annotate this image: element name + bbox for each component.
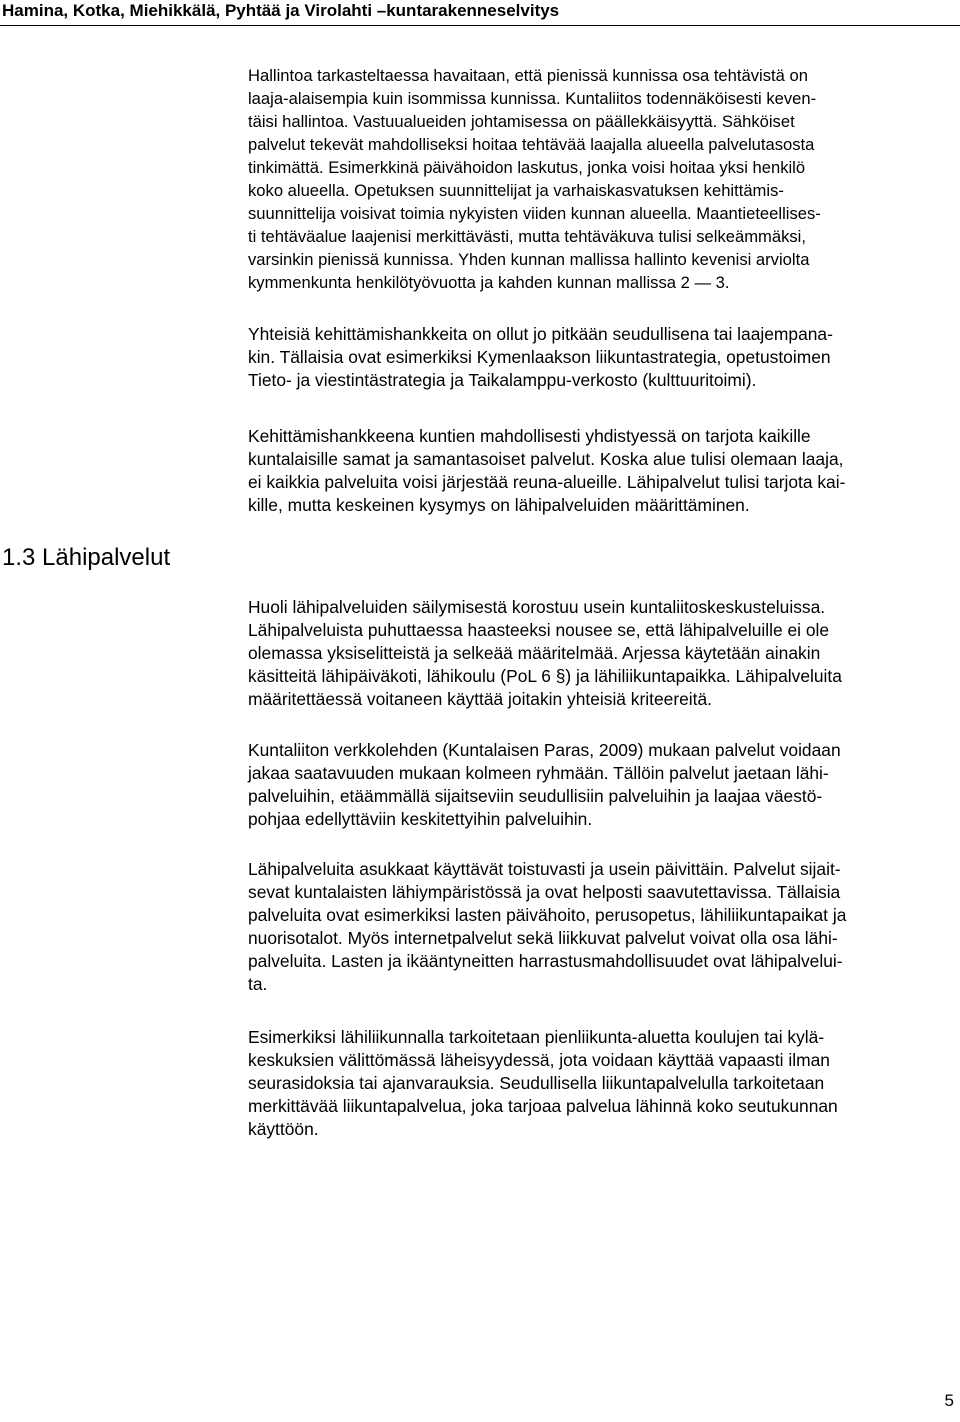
page-number: 5	[944, 1391, 954, 1410]
paragraph-line: kuntalaisille samat ja samantasoiset palvelut. Koska alue tulisi olemaan laaja,	[248, 449, 844, 469]
paragraph-line: merkittävää liikuntapalvelua, joka tarjoaa palvelua lähinnä koko seutukunnan	[248, 1096, 838, 1116]
paragraph-line: käsitteitä lähipäiväkoti, lähikoulu (PoL 6 §) ja lähiliikuntapaikka. Lähipalveluita	[248, 666, 842, 686]
paragraph-line: Kuntaliiton verkkolehden (Kuntalaisen Paras, 2009) mukaan palvelut voidaan	[248, 740, 841, 760]
paragraph-line: koko alueella. Opetuksen suunnittelijat ja varhaiskasvatuksen kehittämis-	[248, 181, 784, 200]
section-heading: 1.3 Lähipalvelut	[2, 544, 171, 571]
paragraph-line: Yhteisiä kehittämishankkeita on ollut jo pitkään seudullisena tai laajempana-	[248, 324, 833, 344]
paragraph-line: nuorisotalot. Myös internetpalvelut sekä liikkuvat palvelut voivat olla osa lähi-	[248, 928, 838, 948]
paragraph-line: Hallintoa tarkasteltaessa havaitaan, että pienissä kunnissa osa tehtävistä on	[248, 66, 808, 85]
paragraph-line: Esimerkiksi lähiliikunnalla tarkoitetaan pienliikunta-aluetta koulujen tai kylä-	[248, 1027, 825, 1047]
paragraph-line: ta.	[248, 974, 268, 994]
paragraph-line: laaja-alaisempia kuin isommissa kunnissa. Kuntaliitos todennäköisesti keven-	[248, 89, 817, 108]
paragraph-line: kin. Tällaisia ovat esimerkiksi Kymenlaakson liikuntastrategia, opetustoimen	[248, 347, 831, 367]
paragraph-line: ti tehtäväalue laajenisi merkittävästi, mutta tehtäväkuva tulisi selkeämmäksi,	[248, 227, 806, 246]
paragraph-line: pohjaa edellyttäviin keskitettyihin palveluihin.	[248, 809, 593, 829]
paragraph-line: Huoli lähipalveluiden säilymisestä korostuu usein kuntaliitoskeskusteluissa.	[248, 597, 826, 617]
paragraph-line: täisi hallintoa. Vastuualueiden johtamisessa on päällekkäisyyttä. Sähköiset	[248, 112, 795, 131]
paragraph-line: palveluita. Lasten ja ikääntyneitten harrastusmahdollisuudet ovat lähipalvelui-	[248, 951, 843, 971]
paragraph-line: Lähipalveluita asukkaat käyttävät toistuvasti ja usein päivittäin. Palvelut sijait-	[248, 859, 841, 879]
header-title: Hamina, Kotka, Miehikkälä, Pyhtää ja Virolahti –kuntarakenneselvitys	[2, 1, 560, 20]
paragraph-line: määritettäessä voitaneen käyttää joitakin yhteisiä kriteereitä.	[248, 689, 712, 709]
paragraph-line: seurasidoksia tai ajanvarauksia. Seudullisella liikuntapalvelulla tarkoitetaan	[248, 1073, 825, 1093]
paragraph-line: keskuksien välittömässä läheisyydessä, jota voidaan käyttää vapaasti ilman	[248, 1050, 830, 1070]
paragraph-line: jakaa saatavuuden mukaan kolmeen ryhmään. Tällöin palvelut jaetaan lähi-	[248, 763, 829, 783]
paragraph-line: olemassa yksiselitteistä ja selkeää määritelmää. Arjessa käytetään ainakin	[248, 643, 821, 663]
paragraph-line: tinkimättä. Esimerkkinä päivähoidon laskutus, jonka voisi hoitaa yksi henkilö	[248, 158, 806, 177]
paragraph-line: ei kaikkia palveluita voisi järjestää reuna-alueille. Lähipalvelut tulisi tarjota kai-	[248, 472, 846, 492]
paragraph-line: käyttöön.	[248, 1119, 319, 1139]
paragraph-line: palvelut tekevät mahdolliseksi hoitaa tehtävää laajalla alueella palvelutasosta	[248, 135, 815, 154]
paragraph-line: palveluita ovat esimerkiksi lasten päivähoito, perusopetus, lähiliikuntapaikat ja	[248, 905, 847, 925]
paragraph-line: sevat kuntalaisten lähiympäristössä ja ovat helposti saavutettavissa. Tällaisia	[248, 882, 841, 902]
paragraph-line: suunnittelija voisivat toimia nykyisten viiden kunnan alueella. Maantieteellises-	[248, 204, 821, 223]
paragraph-line: Kehittämishankkeena kuntien mahdollisesti yhdistyessä on tarjota kaikille	[248, 426, 811, 446]
paragraph-line: kymmenkunta henkilötyövuotta ja kahden kunnan mallissa 2 — 3.	[248, 273, 730, 292]
paragraph-line: Tieto- ja viestintästrategia ja Taikalamppu-verkosto (kulttuuritoimi).	[248, 370, 757, 390]
paragraph-line: kille, mutta keskeinen kysymys on lähipalveluiden määrittäminen.	[248, 495, 750, 515]
paragraph-line: palveluihin, etäämmällä sijaitseviin seudullisiin palveluihin ja laajaa väestö-	[248, 786, 823, 806]
paragraph-line: varsinkin pienissä kunnissa. Yhden kunnan mallissa hallinto kevenisi arviolta	[248, 250, 810, 269]
page-header	[0, 0, 960, 26]
paragraph-line: Lähipalveluista puhuttaessa haasteeksi nousee se, että lähipalveluille ei ole	[248, 620, 830, 640]
